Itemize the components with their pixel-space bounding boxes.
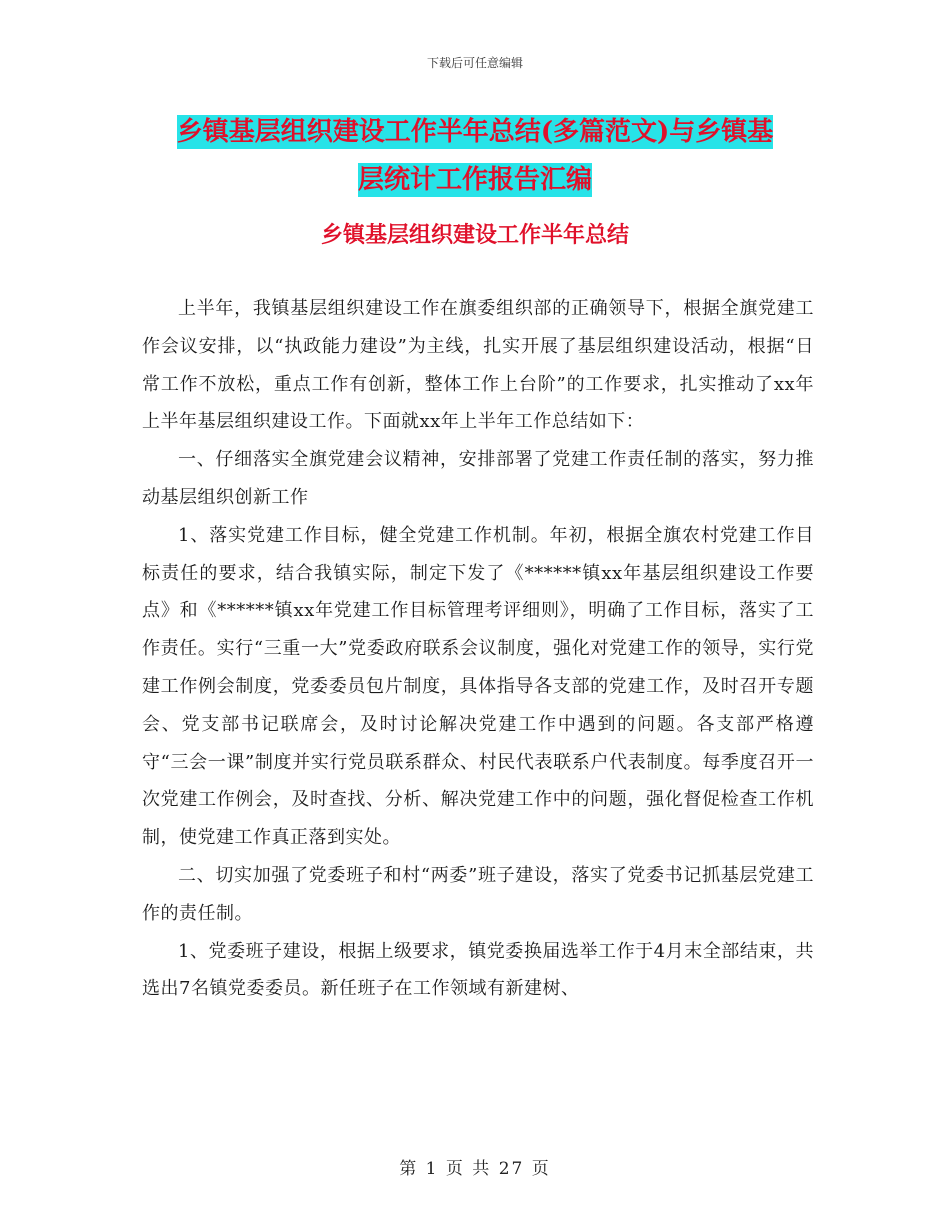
- title-line-1: 乡镇基层组织建设工作半年总结(多篇范文)与乡镇基: [176, 117, 774, 147]
- paragraph-heading-2: 二、切实加强了党委班子和村“两委”班子建设，落实了党委书记抓基层党建工作的责任制。: [142, 864, 814, 924]
- paragraph-heading-1: 一、仔细落实全旗党建会议精神，安排部署了党建工作责任制的落实，努力推动基层组织创新工作: [142, 449, 814, 508]
- paragraph-item-2-1: 1、党委班子建设，根据上级要求，镇党委换届选举工作于4月末全部结束，共选出7名镇党委委员。新任班子在工作领域有新建树、: [142, 940, 814, 1000]
- paragraph-intro: 上半年，我镇基层组织建设工作在旗委组织部的正确领导下，根据全旗党建工作会议安排，以“执政能力建设”为主线，扎实开展了基层组织建设活动，根据“日常工作不放松，重点工作有创新，整体工作上台阶”的工作要求，扎实推动了xx年上半年基层组织建设工作。下面就xx年上半年工作总结如下：: [142, 298, 814, 433]
- paragraph-item-1-1: 1、落实党建工作目标，健全党建工作机制。年初，根据全旗农村党建工作目标责任的要求，结合我镇实际，制定下发了《******镇xx年基层组织建设工作要点》和《******镇xx年党建工作目标管理考评细则》，明确了工作目标，落实了工作责任。实行“三重一大”党委政府联系会议制度，强化对党建工作的领导，实行党建工作例会制度，党委委员包片制度，具体指导各支部的党建工作，及时召开专题会、党支部书记联席会，及时讨论解决党建工作中遇到的问题。各支部严格遵守“三会一课”制度并实行党员联系群众、村民代表联系户代表制度。每季度召开一次党建工作例会，及时查找、分析、解决党建工作中的问题，强化督促检查工作机制，使党建工作真正落到实处。: [142, 524, 814, 849]
- section-title: 乡镇基层组织建设工作半年总结: [320, 222, 629, 248]
- title-line-2: 层统计工作报告汇编: [357, 165, 592, 195]
- document-body: [142, 290, 814, 1008]
- page-number: 第 1 页 共 27 页: [399, 1159, 551, 1179]
- document-title: [0, 108, 950, 204]
- page-header-note: 下载后可任意编辑: [426, 56, 523, 70]
